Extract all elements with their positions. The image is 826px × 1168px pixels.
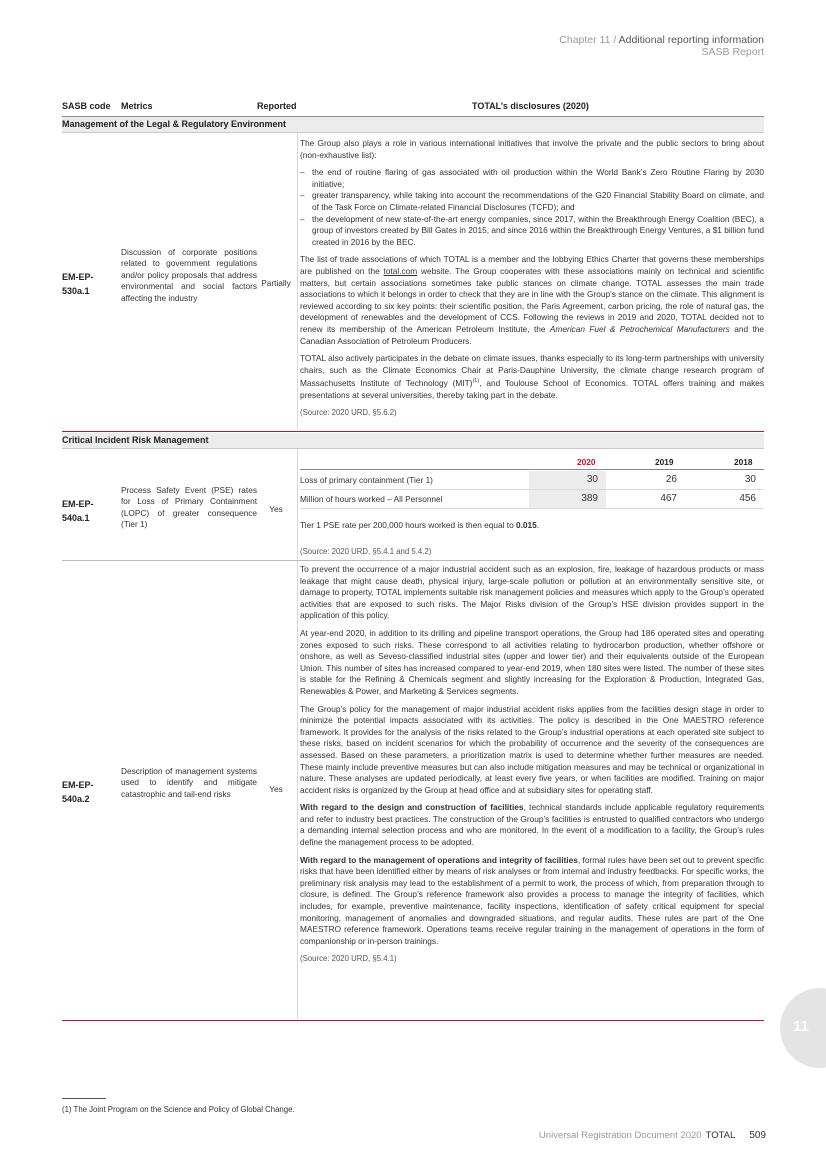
document-title: Universal Registration Document 2020	[538, 1130, 702, 1141]
year-2020: 2020	[577, 457, 596, 467]
year-2018: 2018	[734, 457, 753, 467]
total-com-link[interactable]: total.com	[383, 265, 418, 276]
chapter-tab[interactable]: 11	[780, 988, 826, 1068]
column-divider	[297, 133, 298, 430]
metric-540a1: Process Safety Event (PSE) rates for Loss of Primary Containment (LOPC) of greater consequence (Tier 1)	[121, 485, 257, 530]
code-540a2: EM-EP- 540a.2	[62, 780, 94, 804]
source-note: (Source: 2020 URD, §5.4.1)	[300, 954, 397, 964]
paragraph: At year-end 2020, in addition to its drilling and pipeline transport operations, the Group had 186 operated sites and operating zones exposed to such risks. These correspond to all activities relating to hydrocarbon production, whether offshore or onshore, as well as Seveso-classified industrial sites (upper and lower tier) and their equivalents outside of the European Union. This number of sites has increased compared to year-end 2019, when 180 sites were listed. The number of these sites is stable for the Refining & Chemicals segment and slightly increasing for the Exploration & Production, Integrated Gas, Renewables & Power, and Marketing & Services segments.	[300, 627, 764, 696]
disclosure-530a1	[300, 138, 764, 425]
row-rule	[62, 560, 764, 561]
col-sasb-code: SASB code	[62, 101, 111, 111]
section-legal-regulatory: Management of the Legal & Regulatory Environment	[62, 117, 764, 133]
value-2018: 456	[739, 493, 756, 504]
source-note: (Source: 2020 URD, §5.6.2)	[300, 408, 397, 418]
metric-530a1: Discussion of corporate positions related to government regulations and/or policy proposals that address environmental and social factors affecting the industry	[121, 247, 257, 303]
list-item: – greater transparency, while taking into account the recommendations of the G20 Financial Stability Board on climate, and of the Task Force on Climate-related Financial Disclosures (TCFD); and	[300, 190, 764, 212]
paragraph: The Group’s policy for the management of major industrial accident risks applies from the facilities design stage in order to minimize the potential impacts associated with its activities. The policy is described in the One MAESTRO reference framework. It provides for the analysis of the risks related to the Group’s industrial operations at each operated site subject to these risks, based on incident scenarios for which the probability of occurrence and the severity of the consequences are assessed. Based on these parameters, a prioritization matrix is used to determine whether further measures are needed. These mainly include preventive measures but can also include mitigation measures and may be technical or organizational in nature. These analyses are updated periodically, at least every five years, or when facilities are modified. Training on major accident risks is organized by the Group at head office and at subsidiary sites for operating staff.	[300, 703, 764, 795]
chapter-title: Additional reporting information	[618, 34, 764, 46]
page-number: 509	[749, 1130, 766, 1141]
brand-name: TOTAL	[705, 1130, 736, 1141]
page-footer	[539, 1130, 766, 1141]
footnote-divider	[62, 1098, 106, 1099]
code-530a1: EM-EP- 530a.1	[62, 272, 94, 296]
disclosure-540a2	[300, 564, 764, 971]
year-rule	[300, 469, 764, 470]
reported-540a1: Yes	[269, 504, 283, 514]
metric-540a2: Description of management systems used to identify and mitigate catastrophic and tail-end risks	[121, 766, 257, 799]
paragraph: TOTAL also actively participates in the debate on climate issues, thanks especially to its long-term partnerships with university chairs, such as the Climate Economics Chair at Paris-Dauphine University, the climate change research program of Massachusetts Institute of Technology (MIT)$^{(1)}$, and Toulouse School of Economics. TOTAL offers training and makes presentations at several universities, thereby taking part in the debate.	[300, 353, 764, 400]
footnote-ref[interactable]: (1)	[472, 378, 480, 385]
value-2020: 389	[581, 493, 598, 504]
table-row: Loss of primary containment (Tier 1) 30 26 30	[300, 471, 764, 490]
reported-540a2: Yes	[269, 784, 283, 794]
footnote: (1) The Joint Program on the Science and Policy of Global Change.	[62, 1105, 295, 1114]
col-reported: Reported	[257, 101, 297, 111]
header-separator: /	[610, 34, 619, 46]
paragraph: The Group also plays a role in various international initiatives that involve the private and the public sectors to bring about (non-exhaustive list):	[300, 138, 764, 160]
paragraph: To prevent the occurrence of a major industrial accident such as an explosion, fire, leakage of hazardous products or mass leakage that might cause death, physical injury, large-scale pollution or pollution at an environmentally sensitive site, or damage to property, TOTAL implements suitable risk management policies and measures which apply to the Group’s operated activities that are exposed to such risks. The Major Risks division of the Group’s HSE division provides support in the application of this policy.	[300, 564, 764, 621]
value-2019: 26	[665, 474, 677, 485]
paragraph: The list of trade associations of which TOTAL is a member and the lobbying Ethics Charter that governs these memberships are published on the total.com website. The Group cooperates with these associations mainly on technical and scientific matters, but certain associations sometimes take public stances on climate change. TOTAL assesses the main trade associations to which it belongs in order to check that they are in line with the Group’s stance on the climate. This alignment is reviewed according to six key points: their scientific position, the Paris Agreement, carbon pricing, the role of natural gas, the development of renewables and the development of CCS. Following the reviews in 2019 and 2020, TOTAL decided not to renew its membership of the American Petroleum Institute, the American Fuel & Petrochemical Manufacturers and the Canadian Association of Petroleum Producers.	[300, 254, 765, 346]
list-item: – the development of new state-of-the-art energy companies, since 2017, within the Breakthrough Energy Coalition (BEC), a group of investors created by Bill Gates in 2015, and since 2016 within the Breakthrough Energy Ventures, a $1 billion fund created in 2016 by the BEC.	[300, 213, 764, 247]
code-540a1: EM-EP- 540a.1	[62, 499, 94, 523]
value-2018: 30	[744, 474, 756, 485]
table-header	[62, 99, 764, 117]
value-2020: 30	[586, 474, 598, 485]
paragraph: With regard to the management of operations and integrity of facilities, formal rules have been set out to prevent specific risks that have been identified either by means of risk analyses or from internal and industry feedbacks. For specific works, the preliminary risk analysis may lead to the establishment of a permit to work, the process of which, from preparation through to closure, is defined. The Group’s reference framework also provides a process to manage the integrity of facilities, which includes, for example, preventive maintenance, facility inspections, identification of safety critical equipment for special monitoring, management of anomalies and downgraded situations, and regular audits. These rules are part of the One MAESTRO reference framework. Operations teams receive regular training in the management of operations in the form of companionship or in-person trainings.	[300, 854, 765, 946]
reported-530a1: Partially	[261, 278, 291, 288]
report-subtitle: SASB Report	[701, 46, 764, 58]
chapter-label: Chapter 11	[559, 34, 611, 46]
table-row: Million of hours worked – All Personnel 389 467 456	[300, 490, 764, 509]
section-critical-incident: Critical Incident Risk Management	[62, 433, 764, 449]
value-2019: 467	[660, 493, 677, 504]
pse-rate-note: Tier 1 PSE rate per 200,000 hours worked is then equal to 0.015.	[300, 520, 540, 530]
year-header	[300, 455, 764, 468]
row-rule	[62, 431, 764, 432]
list-item: – the end of routine flaring of gas associated with oil production within the World Bank’s Zero Routine Flaring by 2030 initiative;	[300, 167, 764, 189]
column-divider	[297, 561, 298, 1019]
paragraph: With regard to the design and construction of facilities, technical standards include applicable regulatory requirements and refer to industry best practices. The construction of the Group’s facilities is entrusted to qualified contractors who undergo a demanding internal selection process and who are monitored. In the event of a modification to a facility, the Group’s rules define the management process to be adopted.	[300, 802, 765, 848]
initiatives-list	[300, 167, 764, 248]
row-rule	[62, 1020, 764, 1021]
column-divider	[297, 449, 298, 559]
col-disclosures: TOTAL’s disclosures (2020)	[472, 101, 589, 111]
source-note: (Source: 2020 URD, §5.4.1 and 5.4.2)	[300, 547, 432, 556]
running-header	[559, 34, 764, 58]
year-2019: 2019	[655, 457, 674, 467]
col-metrics: Metrics	[121, 101, 153, 111]
